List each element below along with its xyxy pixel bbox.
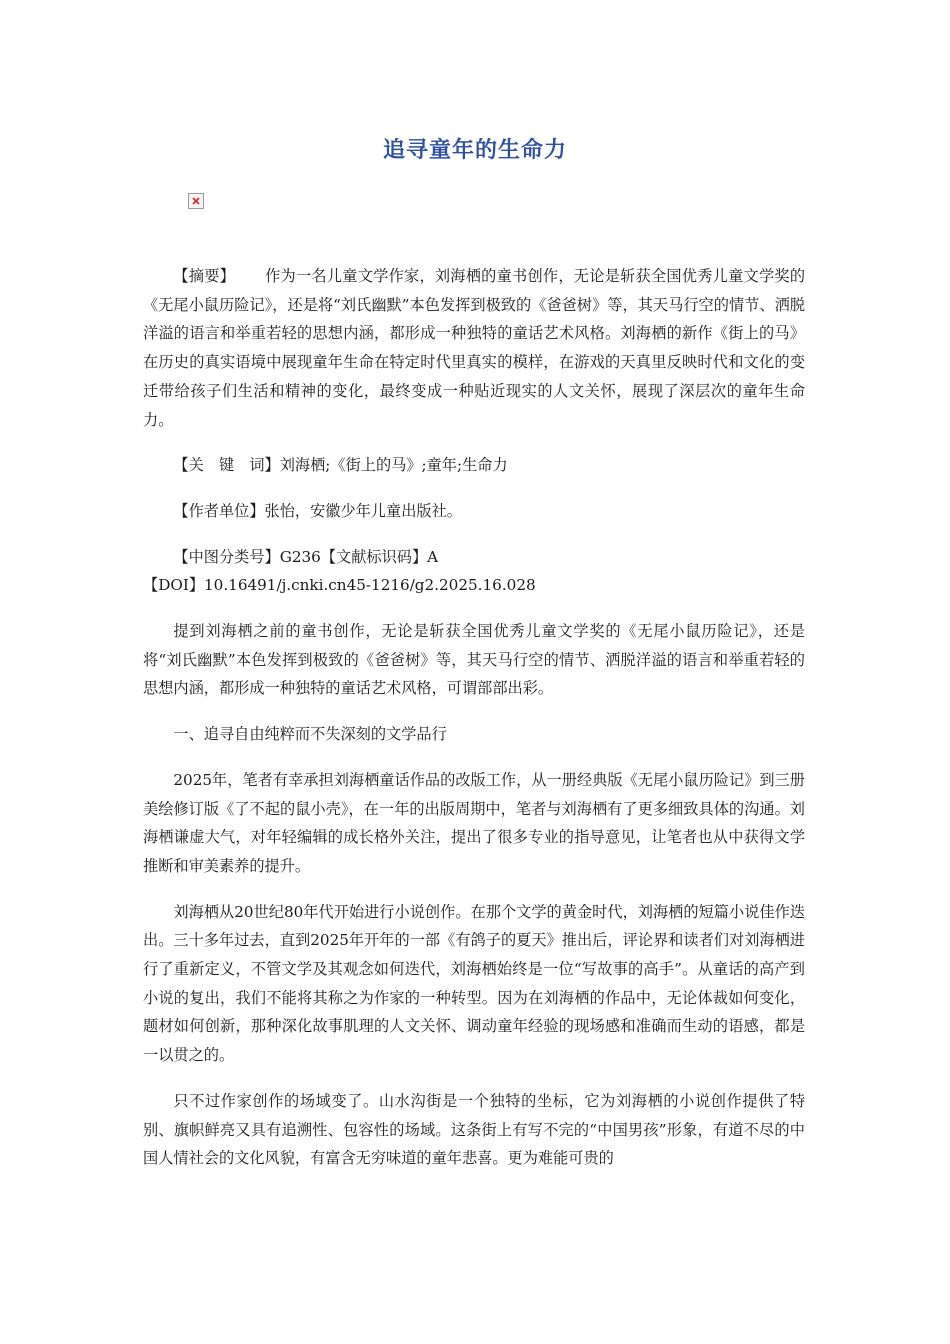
broken-image-x-icon [189, 194, 203, 208]
body-paragraph: 刘海栖从20世纪80年代开始进行小说创作。在那个文学的黄金时代，刘海栖的短篇小说佳作迭出。三十多年过去，直到2025年开年的一部《有鸽子的夏天》推出后，评论界和读者们对刘海栖进行了重新定义，不管文学及其观念如何迭代，刘海栖始终是一位“写故事的高手”。从童话的高产到小说的复出，我们不能将其称之为作家的一种转型。因为在刘海栖的作品中，无论体裁如何变化，题材如何创新，那种深化故事肌理的人文关怀、调动童年经验的现场感和准确而生动的语感，都是一以贯之的。 [143, 902, 805, 1065]
broken-image-icon [188, 193, 204, 209]
author-label: 【作者单位】 [173, 501, 265, 520]
body-paragraph: 提到刘海栖之前的童书创作，无论是斩获全国优秀儿童文学奖的《无尾小鼠历险记》，还是将“刘氏幽默”本色发挥到极致的《爸爸树》等，其天马行空的情节、洒脱洋溢的语言和举重若轻的思想内涵，都形成一种独特的童话艺术风格，可谓部部出彩。 [143, 622, 805, 698]
article-body [143, 262, 805, 1173]
author-block [143, 497, 805, 526]
classification-line: 【中图分类号】G236【文献标识码】A [173, 547, 439, 566]
body-paragraph: 只不过作家创作的场域变了。山水沟街是一个独特的坐标，它为刘海栖的小说创作提供了特别、旗帜鲜亮又具有追溯性、包容性的场域。这条街上有写不完的“中国男孩”形象，有道不尽的中国人情社会的文化风貌，有富含无穷味道的童年悲喜。更为难能可贵的 [143, 1091, 805, 1168]
abstract-label: 【摘要】 [173, 267, 236, 285]
doi-line: 【DOI】10.16491/j.cnki.cn45-1216/g2.2025.16.028 [143, 576, 536, 595]
article-title: 追寻童年的生命力 [382, 138, 567, 163]
body-paragraph: 2025年，笔者有幸承担刘海栖童话作品的改版工作，从一册经典版《无尾小鼠历险记》到三册美绘修订版《了不起的鼠小壳》，在一年的出版周期中，笔者与刘海栖有了更多细致具体的沟通。刘海栖谦虚大气，对年轻编辑的成长格外关注，提出了很多专业的指导意见，让笔者也从中获得文学推断和审美素养的提升。 [143, 770, 805, 875]
keywords-label: 【关 键 词】 [173, 456, 280, 475]
abstract-text: 作为一名儿童文学作家，刘海栖的童书创作，无论是斩获全国优秀儿童文学奖的《无尾小鼠历险记》，还是将“刘氏幽默”本色发挥到极致的《爸爸树》等，其天马行空的情节、洒脱洋溢的语言和举重若轻的思想内涵，都形成一种独特的童话艺术风格。刘海栖的新作《街上的马》在历史的真实语境中展现童年生命在特定时代里真实的模样，在游戏的天真里反映时代和文化的变迁带给孩子们生活和精神的变化，最终变成一种贴近现实的人文关怀，展现了深层次的童年生命力。 [143, 267, 806, 429]
keywords-text: 刘海栖;《街上的马》;童年;生命力 [279, 456, 508, 475]
section-heading: 一、追寻自由纯粹而不失深刻的文学品行 [173, 725, 447, 744]
abstract-block [143, 262, 805, 434]
author-text: 张怡，安徽少年儿童出版社。 [264, 501, 462, 520]
keywords-block [143, 451, 805, 480]
